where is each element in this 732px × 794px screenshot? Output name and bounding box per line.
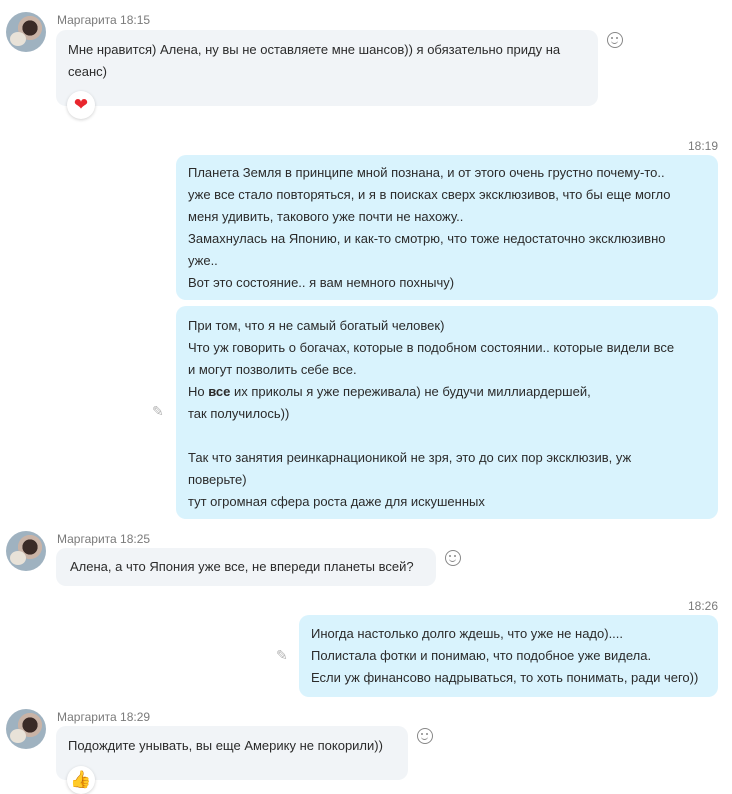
message-line	[188, 425, 706, 447]
heart-icon[interactable]: ❤	[67, 91, 95, 119]
text: Но	[188, 384, 209, 399]
timestamp: 18:26	[687, 599, 718, 613]
message-line: уже все стало повторяться, и я в поисках сверх эксклюзивов, что бы еще могло	[188, 187, 671, 202]
message-line: тут огромная сфера роста даже для искушенных	[188, 494, 485, 509]
message-line: поверьте)	[188, 472, 247, 487]
message-line: Замахнулась на Японию, и как-то смотрю, что тоже недостаточно эксклюзивно	[188, 231, 666, 246]
message-header	[57, 532, 150, 546]
message-line: Что уж говорить о богачах, которые в подобном состоянии.. которые видели все	[188, 340, 675, 355]
emoji-reaction-icon[interactable]	[607, 32, 623, 48]
sender-name: Маргарита	[57, 532, 117, 546]
timestamp: 18:15	[120, 13, 151, 27]
message-bubble[interactable]	[176, 306, 718, 519]
message-bubble[interactable]	[56, 548, 436, 586]
message-line: так получилось))	[188, 406, 290, 421]
avatar[interactable]	[6, 12, 46, 52]
message-line: Так что занятия реинкарнационикой не зря, это до сих пор эксклюзив, уж	[188, 450, 632, 465]
edit-pencil-icon[interactable]: ✎	[152, 403, 164, 419]
message-line: Алена, а что Япония уже все, не впереди планеты всей?	[70, 559, 414, 574]
message-bubble[interactable]	[176, 155, 718, 300]
sender-name: Маргарита	[57, 13, 117, 27]
emoji-reaction-icon[interactable]	[445, 550, 461, 566]
message-line: уже..	[188, 253, 218, 268]
timestamp: 18:25	[120, 532, 151, 546]
message-line: и могут позволить себе все.	[188, 362, 357, 377]
timestamp: 18:29	[120, 710, 151, 724]
message-bubble[interactable]	[56, 726, 408, 780]
avatar[interactable]	[6, 709, 46, 749]
message-header	[57, 13, 150, 27]
avatar[interactable]	[6, 531, 46, 571]
message-line: Планета Земля в принципе мной познана, и от этого очень грустно почему-то..	[188, 165, 665, 180]
message-bubble[interactable]	[56, 30, 598, 106]
edit-pencil-icon[interactable]: ✎	[276, 647, 288, 663]
message-line: Если уж финансово надрываться, то хоть понимать, ради чего))	[311, 670, 699, 685]
message-line: При том, что я не самый богатый человек)	[188, 318, 445, 333]
timestamp: 18:19	[687, 139, 718, 153]
message-bubble[interactable]	[299, 615, 718, 697]
sender-name: Маргарита	[57, 710, 117, 724]
bold-text: все	[208, 384, 231, 399]
thumbs-up-icon[interactable]: 👍	[67, 766, 95, 794]
text: их приколы я уже переживала) не будучи миллиардершей,	[230, 384, 591, 399]
message-line	[188, 381, 706, 403]
message-line: Вот это состояние.. я вам немного похнычу)	[188, 275, 455, 290]
message-line: меня удивить, такового уже почти не нахожу..	[188, 209, 464, 224]
emoji-reaction-icon[interactable]	[417, 728, 433, 744]
message-header	[57, 710, 150, 724]
message-line: сеанс)	[68, 64, 107, 79]
message-line: Мне нравится) Алена, ну вы не оставляете мне шансов)) я обязательно приду на	[68, 42, 561, 57]
message-line: Иногда настолько долго ждешь, что уже не надо)....	[311, 626, 624, 641]
message-line: Подождите унывать, вы еще Америку не покорили))	[68, 738, 383, 753]
message-line: Полистала фотки и понимаю, что подобное уже видела.	[311, 648, 652, 663]
